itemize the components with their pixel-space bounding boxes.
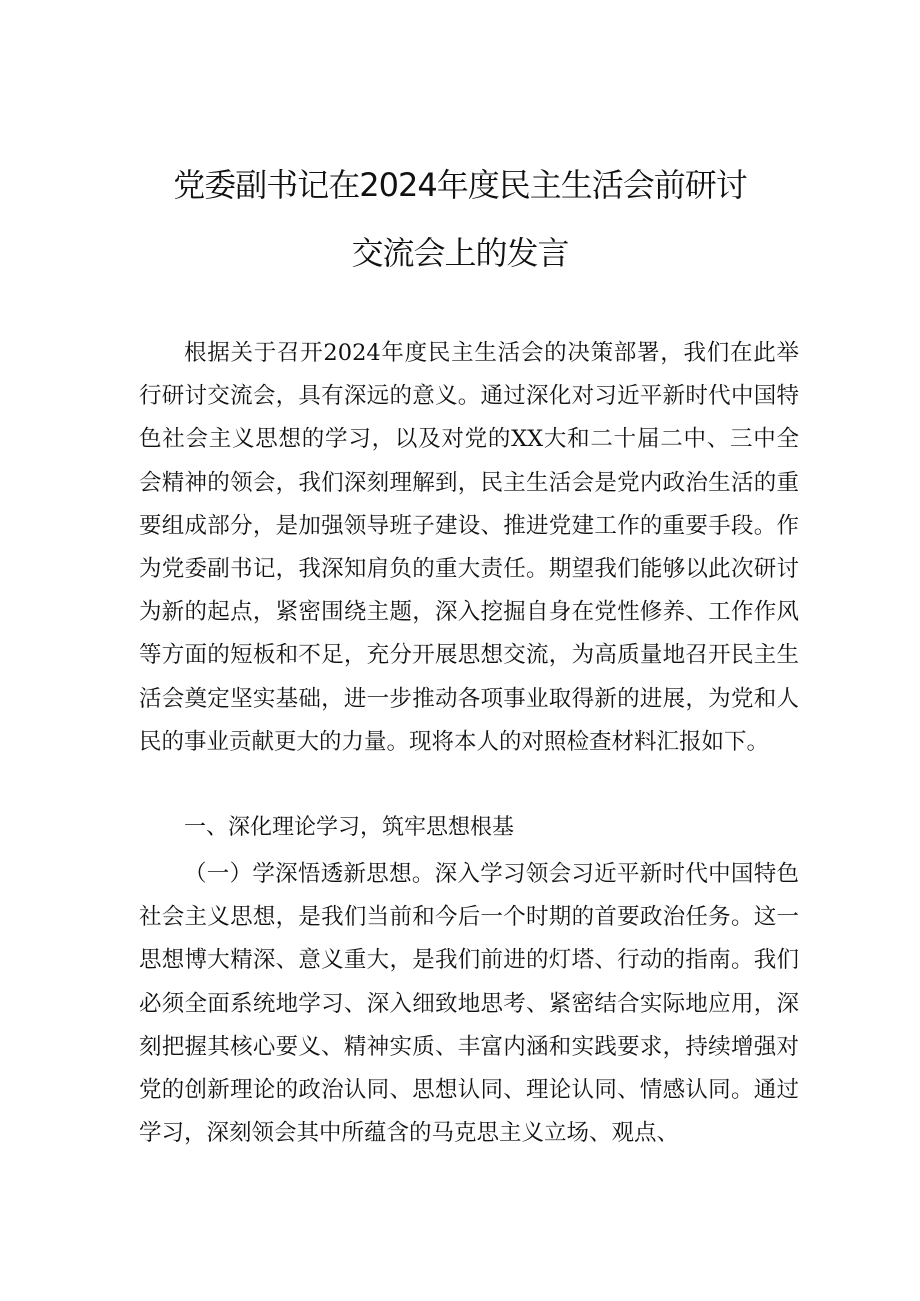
document-title-line-2: 交流会上的发言 [351,234,569,272]
subsection-1-text: 深入学习领会习近平新时代中国特色社会主义思想，是我们当前和今后一个时期的首要政治任务。这一思想博大精深、意义重大，是我们前进的灯塔、行动的指南。我们必须全面系统地学习、深入细致地思考、紧密结合实际地应用，深刻把握其核心要义、精神实质、丰富内涵和实践要求，持续增强对党的创新理论的政治认同、思想认同、理论认同、情感认同。通过学习，深刻领会其中所蕴含的马克思主义立场、观点、 [139,861,799,1147]
subsection-1-paragraph [139,853,799,1155]
subsection-1-lead: （一）学深悟透新思想。 [184,861,435,887]
section-1-heading: 一、深化理论学习，筑牢思想根基 [184,815,515,840]
intro-paragraph: 根据关于召开2024年度民主生活会的决策部署，我们在此举行研讨交流会，具有深远的意义。通过深化对习近平新时代中国特色社会主义思想的学习，以及对党的XX大和二十届二中、三中全会精神的领会，我们深刻理解到，民主生活会是党内政治生活的重要组成部分，是加强领导班子建设、推进党建工作的重要手段。作为党委副书记，我深知肩负的重大责任。期望我们能够以此次研讨为新的起点，紧密围绕主题，深入挖掘自身在党性修养、工作作风等方面的短板和不足，充分开展思想交流，为高质量地召开民主生活会奠定坚实基础，进一步推动各项事业取得新的进展，为党和人民的事业贡献更大的力量。现将本人的对照检查材料汇报如下。 [139,340,799,755]
document-title-line-1: 党委副书记在2024年度民主生活会前研讨 [173,166,747,204]
